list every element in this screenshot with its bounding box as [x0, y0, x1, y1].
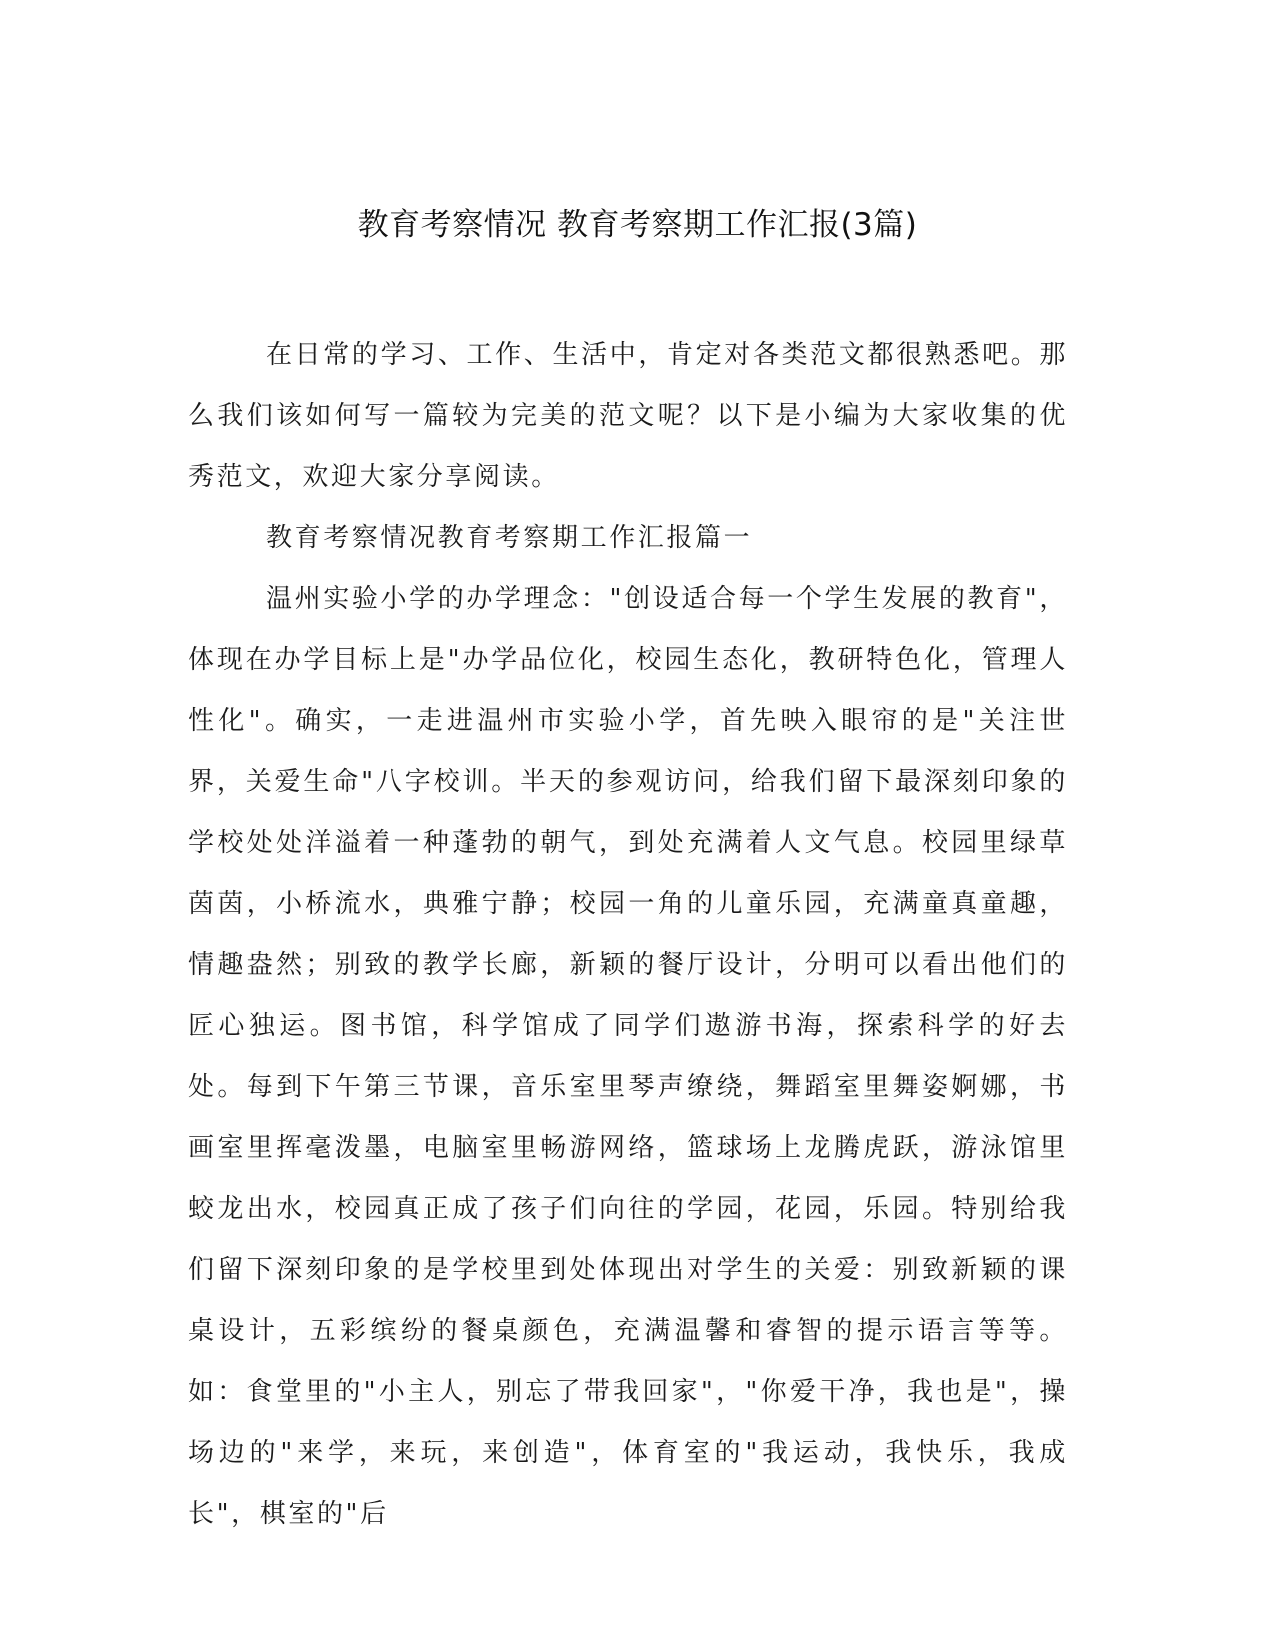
- body-paragraph: 温州实验小学的办学理念："创设适合每一个学生发展的教育"，体现在办学目标上是"办学品位化，校园生态化，教研特色化，管理人性化"。确实，一走进温州市实验小学，首先映入眼帘的是"关注世界，关爱生命"八字校训。半天的参观访问，给我们留下最深刻印象的学校处处洋溢着一种蓬勃的朝气，到处充满着人文气息。校园里绿草茵茵，小桥流水，典雅宁静；校园一角的儿童乐园，充满童真童趣，情趣盎然；别致的教学长廊，新颖的餐厅设计，分明可以看出他们的匠心独运。图书馆，科学馆成了同学们遨游书海，探索科学的好去处。每到下午第三节课，音乐室里琴声缭绕，舞蹈室里舞姿婀娜，书画室里挥毫泼墨，电脑室里畅游网络，篮球场上龙腾虎跃，游泳馆里蛟龙出水，校园真正成了孩子们向往的学园，花园，乐园。特别给我们留下深刻印象的是学校里到处体现出对学生的关爱：别致新颖的课桌设计，五彩缤纷的餐桌颜色，充满温馨和睿智的提示语言等等。如：食堂里的"小主人，别忘了带我回家"，"你爱干净，我也是"，操场边的"来学，来玩，来创造"，体育室的"我运动，我快乐，我成长"，棋室的"后: [188, 584, 1068, 1529]
- document-title: 教育考察情况 教育考察期工作汇报(3篇): [357, 207, 918, 243]
- intro-paragraph: 在日常的学习、工作、生活中，肯定对各类范文都很熟悉吧。那么我们该如何写一篇较为完美的范文呢？以下是小编为大家收集的优秀范文，欢迎大家分享阅读。: [188, 340, 1068, 492]
- document-body: [188, 325, 1068, 1545]
- section-heading: 教育考察情况教育考察期工作汇报篇一: [266, 523, 753, 553]
